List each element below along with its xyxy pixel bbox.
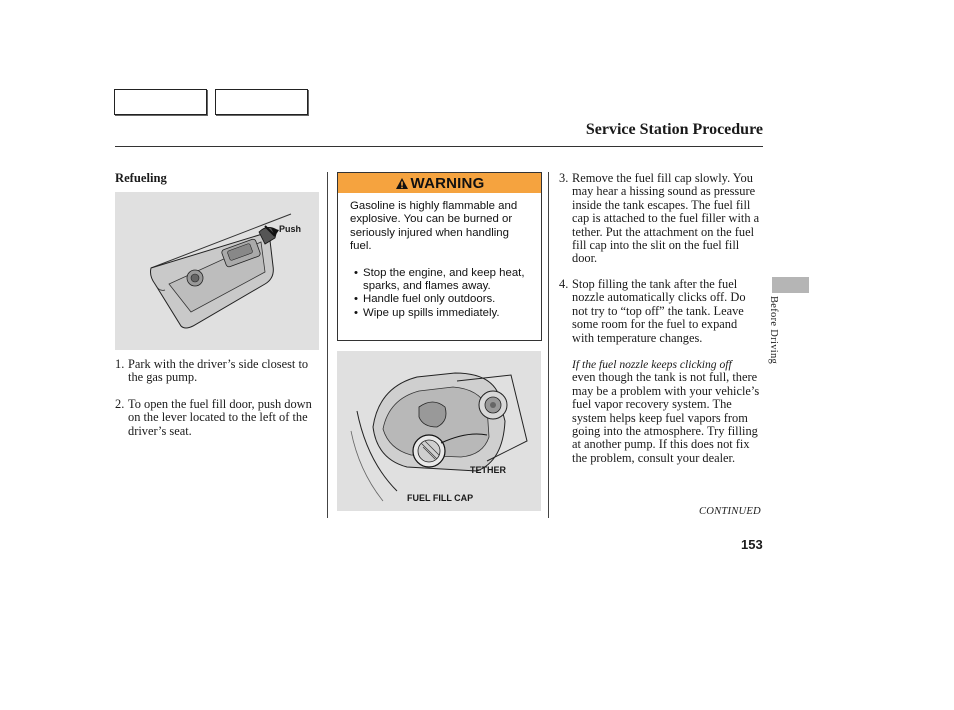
section-tab-label (762, 296, 792, 386)
warning-intro: Gasoline is highly flammable and explosive. You can be burned or seriously injured when handling fuel. (350, 200, 518, 253)
nav-box-2[interactable] (215, 89, 308, 115)
nav-box-1[interactable] (114, 89, 207, 115)
step-number: 4. (559, 277, 569, 291)
fuel-door-lever-figure (115, 192, 319, 350)
page-title: Service Station Procedure (585, 121, 763, 138)
warning-title: WARNING (410, 174, 485, 192)
tether-label: TETHER (470, 465, 506, 475)
fuel-nozzle-note (572, 358, 762, 465)
fuel-cap-illustration (337, 351, 541, 511)
warning-box (337, 172, 542, 341)
section-tab-marker (772, 277, 809, 293)
step-number: 2. (115, 397, 125, 411)
title-rule (115, 146, 763, 147)
warning-bullets (338, 254, 541, 321)
note-italic-lead: If the fuel nozzle keeps clicking off (572, 358, 732, 371)
step-text: Park with the driver’s side closest to the gas pump. (128, 357, 309, 385)
step-2 (115, 398, 320, 438)
step-number: 1. (115, 357, 125, 371)
column-divider-2 (548, 172, 549, 518)
push-label: Push (279, 224, 302, 234)
page-number: 153 (741, 537, 763, 552)
step-1 (115, 358, 320, 385)
fuel-lever-illustration (115, 192, 319, 350)
continued-label: CONTINUED (699, 506, 761, 517)
note-body: even though the tank is not full, there may be a problem with your vehicle’s fuel vapor recovery system. The system helps keep fuel vapors from going into the atmosphere. Try filling at another pump. If this does not fix the problem, consult your dealer. (572, 370, 760, 465)
step-text: Remove the fuel fill cap slowly. You may hear a hissing sound as pressure inside the tank escapes. The fuel fill cap is attached to the fuel filler with a tether. Put the attachment on the fuel fill cap into the slit on the fuel fill door. (572, 171, 760, 266)
fuel-cap-figure (337, 351, 541, 511)
step-text: To open the fuel fill door, push down on the lever located to the left of the driver’s seat. (128, 397, 312, 438)
warning-header (338, 173, 541, 193)
section-heading: Refueling (115, 171, 167, 185)
warning-bullet: • Stop the engine, and keep heat, sparks, and flames away. (354, 267, 535, 294)
step-4 (559, 278, 762, 345)
warning-bullet: • Handle fuel only outdoors. (354, 293, 535, 306)
step-text: Stop filling the tank after the fuel nozzle automatically clicks off. Do not try to “top off” the tank. Leave some room for the fuel to expand with temperature changes. (572, 277, 746, 345)
warning-bullet: • Wipe up spills immediately. (354, 307, 535, 320)
step-number: 3. (559, 171, 569, 185)
fuel-fill-cap-label: FUEL FILL CAP (407, 493, 474, 503)
section-tab-text: Before Driving (768, 296, 779, 365)
warning-triangle-icon (395, 177, 409, 190)
step-3 (559, 172, 762, 266)
column-divider-1 (327, 172, 328, 518)
